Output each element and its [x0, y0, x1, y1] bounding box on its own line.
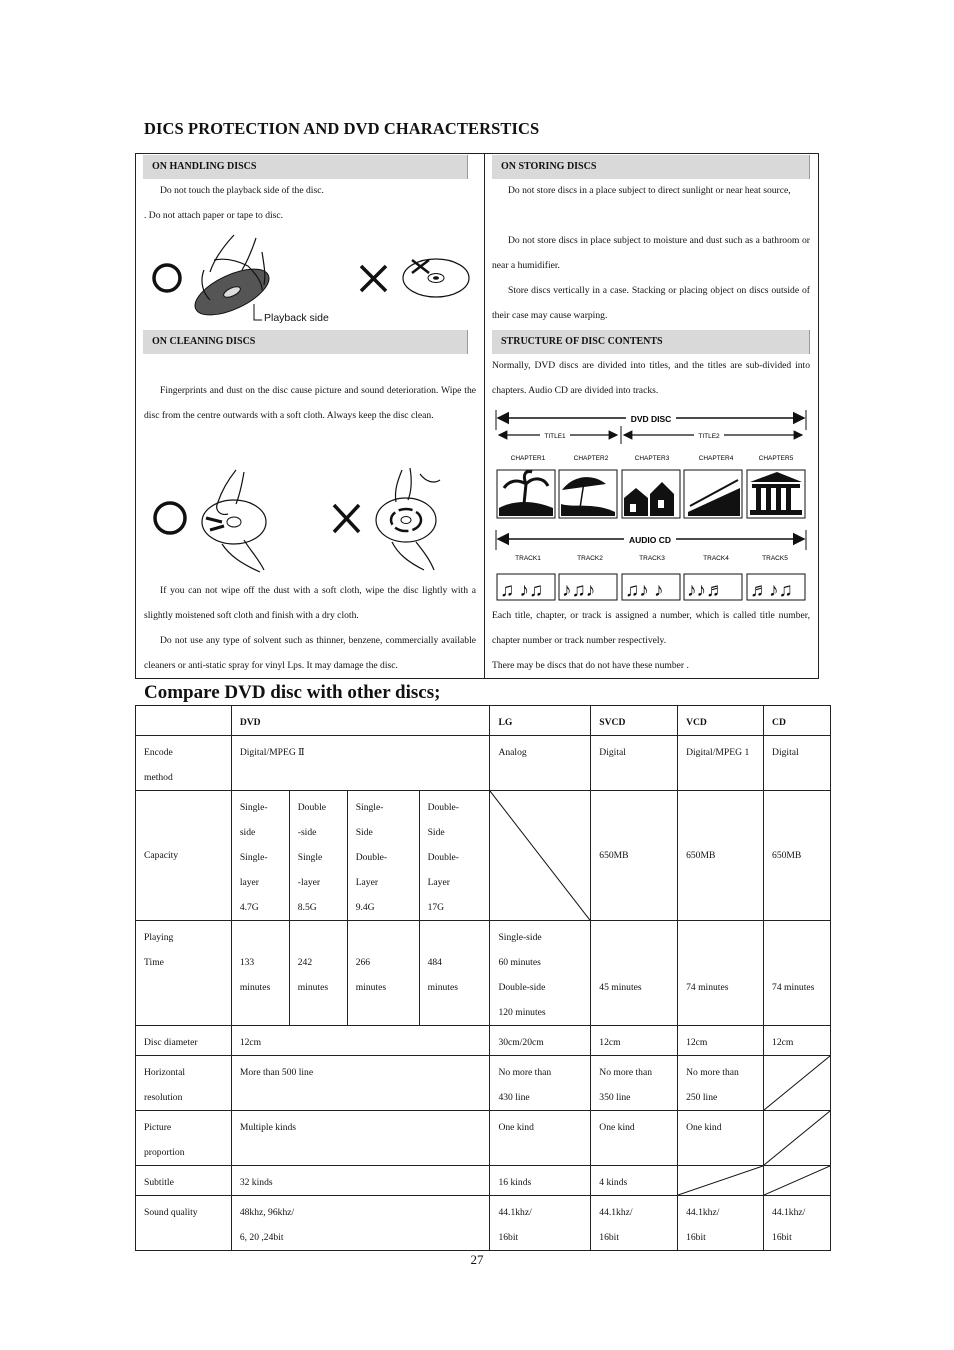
- table-row-horizontal-resolution: [136, 1056, 831, 1111]
- row-label: Capacity: [136, 791, 232, 921]
- empty-cell-diagonal: [678, 1166, 764, 1196]
- table-cell: 242 minutes: [289, 921, 347, 1026]
- empty-cell-diagonal: [490, 791, 591, 921]
- table-row-picture-proportion: [136, 1111, 831, 1166]
- svg-text:♪♪♬: ♪♪♬: [687, 580, 725, 601]
- chapter-label: CHAPTER5: [758, 455, 794, 462]
- table-cell: 74 minutes: [678, 921, 764, 1026]
- empty-cell-diagonal: [764, 1166, 831, 1196]
- page-title: DICS PROTECTION AND DVD CHARACTERSTICS: [144, 119, 540, 138]
- playback-side-label: Playback side: [264, 312, 329, 324]
- table-cell: 44.1khz/ 16bit: [490, 1196, 591, 1251]
- svg-text:♫♪ ♪: ♫♪ ♪: [625, 580, 664, 601]
- table-cell: Double- Side Double- Layer 17G: [419, 791, 490, 921]
- cleaning-header: ON CLEANING DISCS: [143, 330, 468, 354]
- col-svcd: SVCD: [591, 706, 678, 736]
- title1-label: TITLE1: [544, 433, 566, 440]
- wiping-disc-wrong-icon: [376, 468, 440, 570]
- table-cell: Digital/MPEG 1: [678, 736, 764, 791]
- table-cell: 48khz, 96khz/ 6, 20 ,24bit: [231, 1196, 490, 1251]
- table-cell: 484 minutes: [419, 921, 490, 1026]
- table-cell: 266 minutes: [347, 921, 419, 1026]
- table-cell: 12cm: [591, 1026, 678, 1056]
- structure-text-2: Each title, chapter, or track is assigned a number, which is called title number, chapter number or track number respectively.: [492, 610, 810, 646]
- structure-text-1: Normally, DVD discs are divided into titles, and the titles are sub-divided into chapters. Audio CD are divided into tracks.: [492, 360, 810, 396]
- table-cell: 74 minutes: [764, 921, 831, 1026]
- wiping-disc-correct-icon: [202, 470, 266, 572]
- handling-text-1: Do not touch the playback side of the disc.: [160, 185, 324, 196]
- table-cell: 12cm: [764, 1026, 831, 1056]
- table-cell: 44.1khz/ 16bit: [678, 1196, 764, 1251]
- chapter-label: CHAPTER2: [573, 455, 609, 462]
- ok-circle-icon: [154, 265, 180, 291]
- table-cell: 45 minutes: [591, 921, 678, 1026]
- chapter-label: CHAPTER1: [510, 455, 546, 462]
- cross-icon: [334, 505, 359, 532]
- track-label: TRACK4: [703, 555, 729, 562]
- table-row-subtitle: [136, 1166, 831, 1196]
- table-cell: 650MB: [764, 791, 831, 921]
- table-cell: Multiple kinds: [231, 1111, 490, 1166]
- dvd-disc-label: DVD DISC: [630, 414, 672, 424]
- cleaning-illustration: [144, 460, 479, 575]
- row-label: Disc diameter: [136, 1026, 232, 1056]
- title2-label: TITLE2: [698, 433, 720, 440]
- table-cell: 32 kinds: [231, 1166, 490, 1196]
- svg-text:♪♫♪: ♪♫♪: [562, 580, 596, 601]
- track-label: TRACK1: [515, 555, 541, 562]
- table-cell: One kind: [591, 1111, 678, 1166]
- table-cell: Digital: [591, 736, 678, 791]
- table-cell: Single- side Single- layer 4.7G: [231, 791, 289, 921]
- cleaning-text-3: Do not use any type of solvent such as thinner, benzene, commercially available cleaners or anti-static spray for vinyl Lps. It may damage the disc.: [144, 635, 476, 671]
- svg-text:♬♪♫: ♬♪♫: [750, 580, 793, 601]
- storing-header: ON STORING DISCS: [492, 155, 810, 179]
- table-row-capacity: [136, 791, 831, 921]
- row-label: Horizontal resolution: [136, 1056, 232, 1111]
- row-label: Playing Time: [136, 921, 232, 1026]
- row-label: Sound quality: [136, 1196, 232, 1251]
- table-cell: Double -side Single -layer 8.5G: [289, 791, 347, 921]
- track-label: TRACK2: [577, 555, 603, 562]
- chapter-label: CHAPTER3: [634, 455, 670, 462]
- table-cell: More than 500 line: [231, 1056, 490, 1111]
- table-cell: Analog: [490, 736, 591, 791]
- svg-text:♫ ♪♫: ♫ ♪♫: [500, 580, 544, 601]
- cross-icon: [361, 266, 386, 291]
- table-cell: 44.1khz/ 16bit: [764, 1196, 831, 1251]
- col-cd: CD: [764, 706, 831, 736]
- row-label: Subtitle: [136, 1166, 232, 1196]
- column-divider: [484, 153, 485, 679]
- col-vcd: VCD: [678, 706, 764, 736]
- col-lg: LG: [490, 706, 591, 736]
- table-row-sound-quality: [136, 1196, 831, 1251]
- row-label: Picture proportion: [136, 1111, 232, 1166]
- table-cell: 650MB: [678, 791, 764, 921]
- storing-text-1: Do not store discs in a place subject to direct sunlight or near heat source,: [508, 185, 791, 196]
- table-cell: 4 kinds: [591, 1166, 678, 1196]
- table-cell: One kind: [678, 1111, 764, 1166]
- table-cell: Single-side 60 minutes Double-side 120 minutes: [490, 921, 591, 1026]
- chapter-label: CHAPTER4: [698, 455, 734, 462]
- empty-cell-diagonal: [764, 1056, 831, 1111]
- structure-header: STRUCTURE OF DISC CONTENTS: [492, 330, 810, 354]
- track-label: TRACK3: [639, 555, 665, 562]
- empty-cell-diagonal: [764, 1111, 831, 1166]
- storing-text-2: Do not store discs in place subject to moisture and dust such as a bathroom or near a humidifier.: [492, 235, 810, 271]
- page-number: 27: [470, 1252, 484, 1267]
- table-row-encode: [136, 736, 831, 791]
- table-cell: 650MB: [591, 791, 678, 921]
- table-cell: 12cm: [678, 1026, 764, 1056]
- structure-text-3: There may be discs that do not have these number .: [492, 660, 689, 671]
- cleaning-text-2: If you can not wipe off the dust with a soft cloth, wipe the disc lightly with a slightly moistened soft cloth and finish with a dry cloth.: [144, 585, 476, 621]
- table-cell: Digital: [764, 736, 831, 791]
- storing-text-3: Store discs vertically in a case. Stacking or placing object on discs outside of their case may cause warping.: [492, 285, 810, 321]
- table-row-diameter: [136, 1026, 831, 1056]
- table-cell: No more than 430 line: [490, 1056, 591, 1111]
- row-label: Encode method: [136, 736, 232, 791]
- hand-holding-disc-icon: [189, 235, 276, 324]
- table-cell: One kind: [490, 1111, 591, 1166]
- table-cell: Digital/MPEG Ⅱ: [231, 736, 490, 791]
- disc-structure-diagram: [494, 408, 810, 602]
- table-cell: 30cm/20cm: [490, 1026, 591, 1056]
- col-dvd: DVD: [231, 706, 490, 736]
- table-cell: 16 kinds: [490, 1166, 591, 1196]
- disc-with-tape-icon: [403, 259, 469, 297]
- handling-text-2: . Do not attach paper or tape to disc.: [144, 210, 284, 221]
- table-cell: 133 minutes: [231, 921, 289, 1026]
- table-cell: No more than 350 line: [591, 1056, 678, 1111]
- table-header-row: [136, 706, 831, 736]
- handling-header: ON HANDLING DISCS: [143, 155, 468, 179]
- cleaning-text-1: Fingerprints and dust on the disc cause picture and sound deterioration. Wipe the disc from the centre outwards with a soft cloth. Always keep the disc clean.: [144, 385, 476, 421]
- table-cell: No more than 250 line: [678, 1056, 764, 1111]
- table-row-playing-time: [136, 921, 831, 1026]
- track-label: TRACK5: [762, 555, 788, 562]
- table-cell: 44.1khz/ 16bit: [591, 1196, 678, 1251]
- ok-circle-icon: [155, 503, 185, 533]
- compare-table: [135, 705, 831, 1251]
- table-cell: Single- Side Double- Layer 9.4G: [347, 791, 419, 921]
- audio-cd-label: AUDIO CD: [628, 535, 672, 545]
- compare-heading: Compare DVD disc with other discs;: [144, 682, 441, 703]
- table-cell: 12cm: [231, 1026, 490, 1056]
